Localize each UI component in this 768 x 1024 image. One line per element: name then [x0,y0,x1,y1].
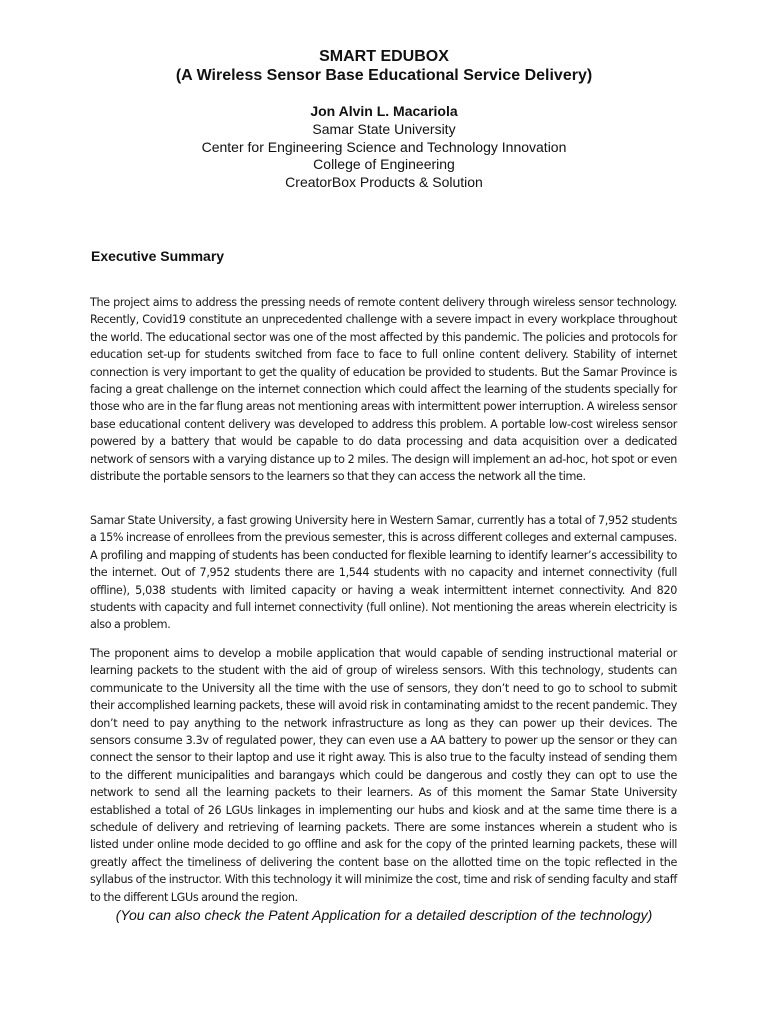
section-heading: Executive Summary [91,248,225,264]
affiliation-university: Samar State University [312,121,456,137]
paragraph: Samar State University, a fast growing University here in Western Samar, currently has a total of 7,952 students a 15% increase of enrollees from the previous semester, this is across different colleges and external campuses. A profiling and mapping of students has been conducted for flexible learning to identify learner’s accessibility to the internet. Out of 7,952 students there are 1,544 students with no capacity and internet connectivity (full offline), 5,038 students with limited capacity or having a weak intermittent internet connectivity. And 820 students with capacity and full internet connectivity (full online). Not mentioning the areas wherein electricity is also a problem. [90,514,677,632]
author-name: Jon Alvin L. Macariola [310,103,458,119]
affiliation-college: College of Engineering [313,156,455,172]
document-title: SMART EDUBOX [319,48,449,65]
paragraph: The proponent aims to develop a mobile application that would capable of sending instructional material or learning packets to the student with the aid of group of wireless sensors. With this technology, students can communicate to the University all the time with the use of sensors, they don’t need to go to school to submit their accomplished learning packets, these will avoid risk in contaminating amidst to the recent pandemic. They don’t need to pay anything to the network infrastructure as long as they can power up their devices. The sensors consume 3.3v of regulated power, they can even use a AA battery to power up the sensor or they can connect the sensor to their laptop and use it right away. This is also true to the faculty instead of sending them to the different municipalities and barangays which could be dangerous and costly they can opt to use the network to send all the learning packets to their learners. As of this moment the Samar State University established a total of 26 LGUs linkages in implementing our hubs and kiosk and at the same time there is a schedule of delivery and retrieving of learning packets. There are some instances wherein a student who is listed under online mode decided to go offline and ask for the copy of the printed learning packets, these will greatly affect the timeliness of delivering the content base on the allotted time on the topic reflected in the syllabus of the instructor. With this technology it will minimize the cost, time and risk of sending faculty and staff to the different LGUs around the region. [90,647,677,904]
affiliation-center: Center for Engineering Science and Technology Innovation [201,139,567,155]
paragraph: The project aims to address the pressing needs of remote content delivery through wireless sensor technology. Recently, Covid19 constitute an unprecedented challenge with a severe impact in every workplace throughout the world. The educational sector was one of the most affected by this pandemic. The policies and protocols for education set-up for students switched from face to face to full online content delivery. Stability of internet connection is very important to get the quality of education be provided to students. But the Samar Province is facing a great challenge on the internet connection which could affect the learning of the students specially for those who are in the far flung areas not mentioning areas with intermittent power interruption. A wireless sensor base educational content delivery was developed to address this problem. A portable low-cost wireless sensor powered by a battery that would be capable to do data processing and data acquisition over a dedicated network of sensors with a varying distance up to 2 miles. The design will implement an ad-hoc, hot spot or even distribute the portable sensors to the learners so that they can access the network all the time. [90,296,677,484]
document-subtitle: (A Wireless Sensor Base Educational Service Delivery) [175,67,593,84]
patent-note: (You can also check the Patent Application for a detailed description of the technology) [115,907,653,923]
affiliation-company: CreatorBox Products & Solution [285,174,483,190]
